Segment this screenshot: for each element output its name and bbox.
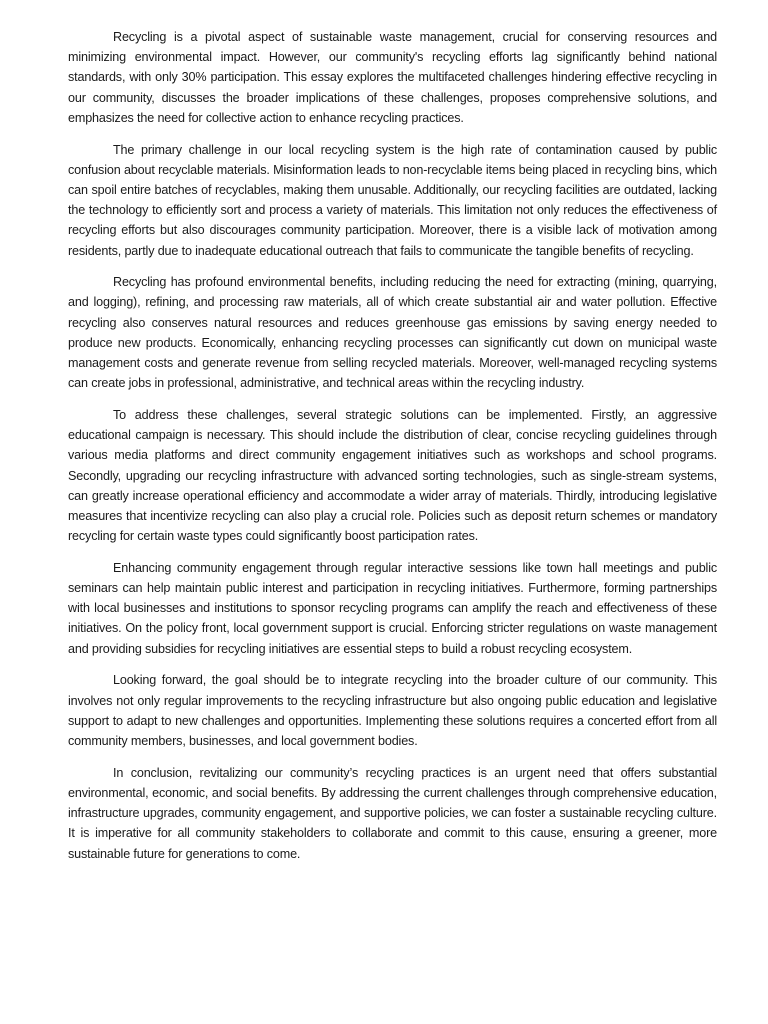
paragraph-conclusion: In conclusion, revitalizing our community’s recycling practices is an urgent need that offers substantial environmental, economic, and social benefits. By addressing the current challenges through comprehensive education, infrastructure upgrades, community engagement, and supportive policies, we can foster a sustainable recycling culture. It is imperative for all community stakeholders to collaborate and commit to this cause, ensuring a greener, more sustainable future for generations to come. xyxy=(68,765,717,861)
paragraph-engagement: Enhancing community engagement through regular interactive sessions like town hall meetings and public seminars can help maintain public interest and participation in recycling initiatives. Furthermore, forming partnerships with local businesses and institutions to sponsor recycling programs can amplify the reach and effectiveness of these initiatives. On the policy front, local government support is crucial. Enforcing stricter regulations on waste management and providing subsidies for recycling initiatives are essential steps to build a robust recycling ecosystem. xyxy=(68,560,717,656)
paragraph-solutions: To address these challenges, several strategic solutions can be implemented. Firstly, an aggressive educational campaign is necessary. This should include the distribution of clear, concise recycling guidelines through various media platforms and direct community engagement initiatives such as workshops and school programs. Secondly, upgrading our recycling infrastructure with advanced sorting technologies, such as single-stream systems, can greatly increase operational efficiency and accommodate a wider array of materials. Thirdly, introducing legislative measures that incentivize recycling can also play a crucial role. Policies such as deposit return schemes or mandatory recycling for certain waste types could significantly boost participation rates. xyxy=(68,407,717,544)
paragraph-introduction: Recycling is a pivotal aspect of sustainable waste management, crucial for conserving resources and minimizing environmental impact. However, our community's recycling efforts lag significantly behind national standards, with only 30% participation. This essay explores the multifaceted challenges hindering effective recycling in our community, discusses the broader implications of these challenges, proposes comprehensive solutions, and emphasizes the need for collective action to enhance recycling practices. xyxy=(68,30,717,125)
paragraph-looking-forward: Looking forward, the goal should be to integrate recycling into the broader culture of our community. This involves not only regular improvements to the recycling infrastructure but also ongoing public education and legislative support to adapt to new challenges and opportunities. Implementing these solutions requires a concerted effort from all community members, businesses, and local government bodies. xyxy=(68,673,717,748)
document-body xyxy=(68,27,717,875)
paragraph-challenges: The primary challenge in our local recycling system is the high rate of contamination caused by public confusion about recyclable materials. Misinformation leads to non-recyclable items being placed in recycling bins, which can spoil entire batches of recyclables, making them unusable. Additionally, our recycling facilities are outdated, lacking the technology to efficiently sort and process a variety of materials. This limitation not only reduces the effectiveness of recycling efforts but also discourages community participation. Moreover, there is a visible lack of motivation among residents, partly due to inadequate educational outreach that fails to communicate the tangible benefits of recycling. xyxy=(68,142,717,258)
paragraph-benefits: Recycling has profound environmental benefits, including reducing the need for extracting (mining, quarrying, and logging), refining, and processing raw materials, all of which create substantial air and water pollution. Effective recycling also conserves natural resources and reduces greenhouse gas emissions by saving energy needed to produce new products. Economically, enhancing recycling processes can significantly cut down on municipal waste management costs and generate revenue from selling recycled materials. Moreover, well-managed recycling systems can create jobs in professional, administrative, and technical areas within the recycling industry. xyxy=(68,275,717,391)
